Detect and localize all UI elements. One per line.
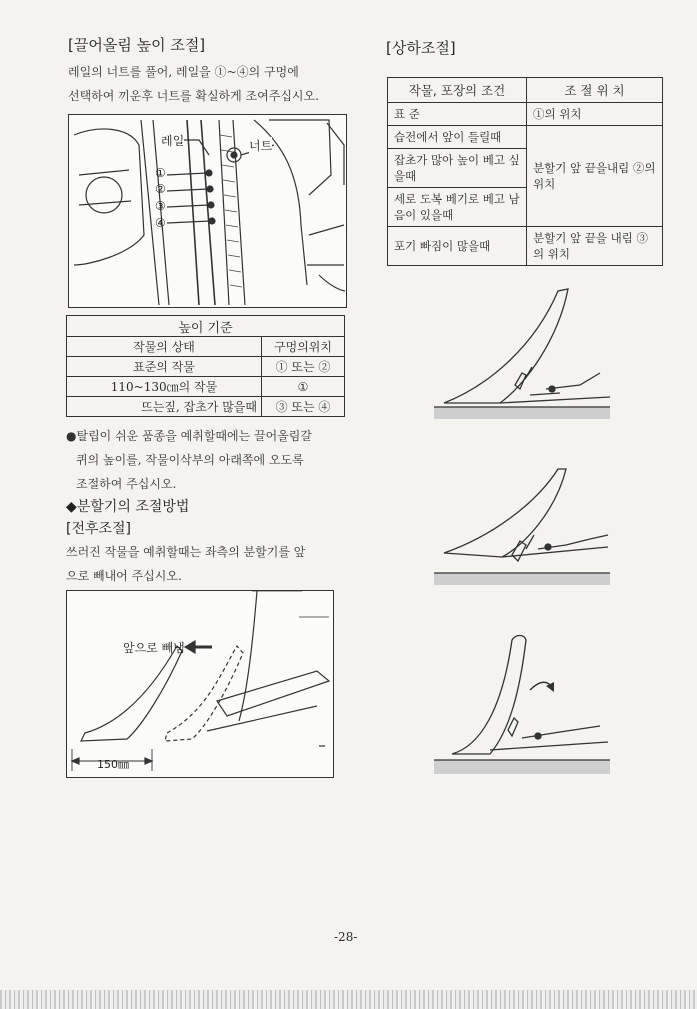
table-cell: ③ 또는 ④	[262, 397, 345, 417]
note-line-3: 조절하여 주십시오.	[76, 477, 177, 491]
label-rail: 레일	[161, 134, 185, 148]
front-back-paragraph	[66, 540, 356, 588]
table-cell: 세로 도복 베기로 베고 남음이 있을때	[388, 188, 527, 227]
height-table-header-hole: 구멍의위치	[262, 337, 345, 357]
table-cell: 분할기 앞 끝을내림 ②의 위치	[527, 126, 663, 227]
updown-header-position: 조 절 위 치	[527, 78, 663, 103]
front-back-line-2: 으로 빼내어 주십시오.	[66, 569, 182, 583]
scan-edge-strip	[0, 990, 697, 1009]
label-hole-4: ④	[155, 216, 166, 230]
updown-header-condition: 작물, 포장의 조건	[388, 78, 527, 103]
divider-position-1-drawing	[430, 285, 610, 425]
table-row	[388, 227, 663, 266]
section-title-updown: [상하조절]	[386, 39, 456, 57]
table-cell: 분할기 앞 끝을 내림 ③의 위치	[527, 227, 663, 266]
label-pull-forward: 앞으로 빼냄	[123, 641, 185, 655]
table-row	[388, 126, 663, 149]
divider-forward-figure	[66, 590, 334, 778]
note-line-2: 퀴의 높이를, 작물이삭부의 아래쪽에 오도록	[76, 453, 304, 467]
divider-position-2-drawing	[430, 465, 610, 590]
divider-forward-drawing	[67, 591, 333, 777]
label-150mm: 150㎜	[97, 758, 129, 771]
note-paragraph	[66, 424, 351, 496]
rail-nut-figure	[68, 114, 347, 308]
intro-line-2: 선택하여 끼운후 너트를 확실하게 조여주십시오.	[68, 89, 319, 103]
height-standard-table	[66, 315, 345, 417]
table-cell: 습전에서 앞이 들릴때	[388, 126, 527, 149]
table-cell: ①의 위치	[527, 103, 663, 126]
table-cell: 뜨는짚, 잡초가 많을때	[67, 397, 262, 417]
table-cell: ① 또는 ②	[262, 357, 345, 377]
intro-paragraph	[68, 60, 368, 108]
table-cell: 표 준	[388, 103, 527, 126]
table-cell: 표준의 작물	[67, 357, 262, 377]
divider-adjust-title: ◆분할기의 조절방법	[66, 499, 190, 515]
label-hole-1: ①	[155, 166, 166, 180]
height-table-title: 높이 기준	[67, 316, 345, 337]
table-cell: 잡초가 많아 높이 베고 싶을때	[388, 149, 527, 188]
table-cell: 110~130㎝의 작물	[67, 377, 262, 397]
rail-nut-drawing	[69, 115, 346, 307]
table-row	[67, 357, 345, 377]
front-back-line-1: 쓰러진 작물을 예취할때는 좌측의 분할기를 앞	[66, 545, 306, 559]
intro-line-1: 레일의 너트를 풀어, 레일을 ①~④의 구멍에	[68, 65, 299, 79]
note-line-1: ●탈립이 쉬운 품종을 예취할때에는 끌어올림갈	[66, 429, 312, 443]
table-cell: 포기 빠짐이 많을때	[388, 227, 527, 266]
page-number: -28-	[334, 930, 358, 944]
table-row	[67, 397, 345, 417]
section-title-height: [끌어올림 높이 조절]	[68, 36, 206, 54]
label-hole-3: ③	[155, 199, 166, 213]
height-table-header-condition: 작물의 상태	[67, 337, 262, 357]
label-hole-2: ②	[155, 182, 166, 196]
front-back-adjust-title: [전후조절]	[66, 521, 132, 537]
updown-adjust-table	[387, 77, 663, 266]
divider-position-3-drawing	[430, 630, 610, 780]
table-cell: ①	[262, 377, 345, 397]
table-row	[67, 377, 345, 397]
table-row	[388, 103, 663, 126]
label-nut: 너트	[249, 139, 273, 153]
